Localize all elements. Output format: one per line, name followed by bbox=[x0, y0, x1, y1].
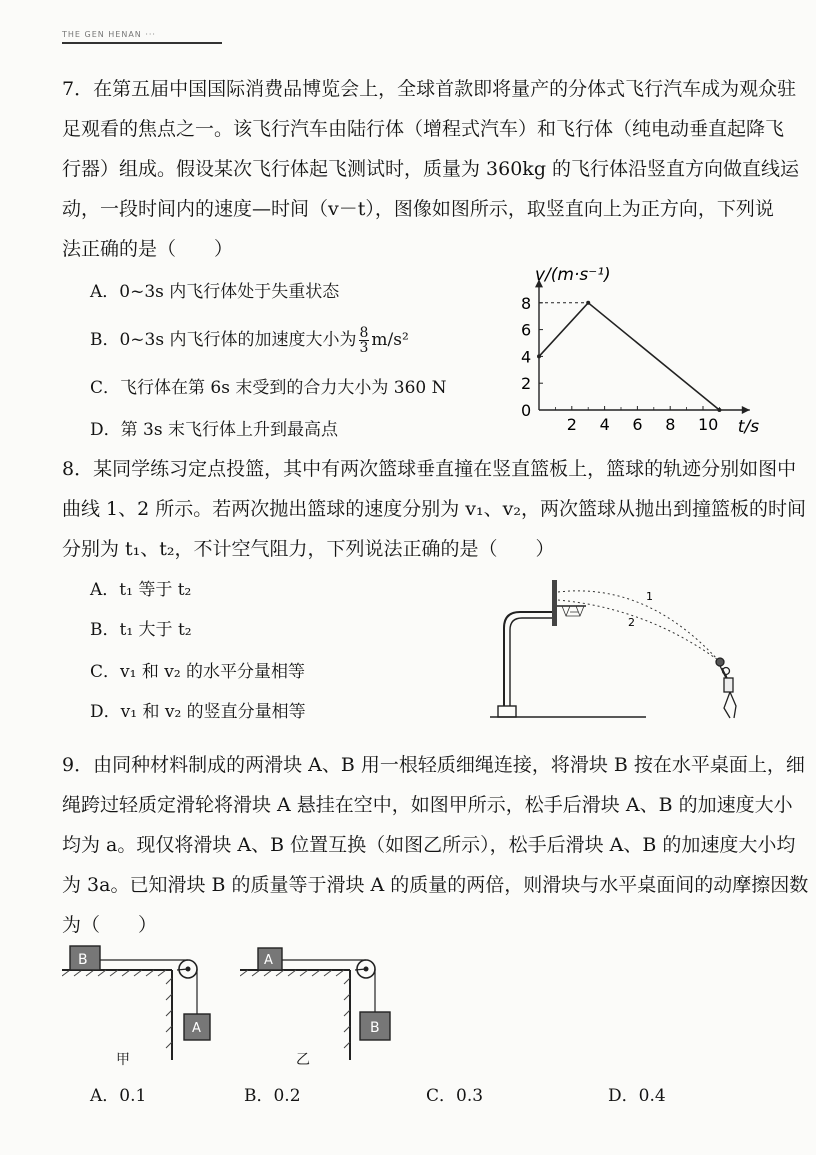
q7-line-5: 法正确的是（ ） bbox=[62, 238, 234, 260]
y-tick-label: 0 bbox=[521, 401, 532, 420]
x-tick-label: 8 bbox=[665, 415, 676, 434]
x-axis-arrow bbox=[742, 406, 750, 414]
q7-option-b[interactable] bbox=[90, 326, 409, 355]
y-tick-label: 6 bbox=[521, 320, 532, 340]
x-tick-label: 4 bbox=[599, 415, 610, 434]
q8-line-2: 曲线 1、2 所示。若两次抛出篮球的速度分别为 v₁、v₂，两次篮球从抛出到撞篮板的时间 bbox=[62, 498, 806, 520]
block-b-label: B bbox=[78, 952, 88, 968]
y-axis-label: v/(m·s⁻¹) bbox=[535, 265, 611, 285]
trajectory-1 bbox=[558, 591, 718, 660]
pulley-figure-jia bbox=[62, 942, 222, 1066]
velocity-point bbox=[586, 301, 590, 305]
q8-line-3: 分别为 t₁、t₂，不计空气阻力，下列说法正确的是（ ） bbox=[62, 538, 555, 560]
q9-option-d[interactable]: D．0.4 bbox=[608, 1086, 666, 1106]
curve-1-label: 1 bbox=[646, 590, 653, 603]
q8-line-1: 8．某同学练习定点投篮，其中有两次篮球垂直撞在竖直篮板上，篮球的轨迹分别如图中 bbox=[62, 458, 797, 480]
pulley-figure-yi bbox=[240, 942, 400, 1066]
table-hatching bbox=[240, 970, 350, 1048]
block-b-label: B bbox=[370, 1020, 380, 1036]
q8-option-b[interactable]: B．t₁ 大于 t₂ bbox=[90, 620, 192, 640]
velocity-line bbox=[539, 303, 719, 410]
page-header: THE GEN HENAN ··· bbox=[62, 30, 156, 39]
q7-option-d[interactable]: D．第 3s 末飞行体上升到最高点 bbox=[90, 420, 338, 440]
hoop-pole bbox=[504, 612, 552, 706]
q9-line-3: 均为 a。现仅将滑块 A、B 位置互换（如图乙所示），松手后滑块 A、B 的加速度大小均 bbox=[62, 834, 796, 856]
q9-line-5: 为（ ） bbox=[62, 914, 158, 936]
block-a-label: A bbox=[264, 953, 273, 968]
q7-line-3: 行器）组成。假设某次飞行体起飞测试时，质量为 360kg 的飞行体沿竖直方向做直线运 bbox=[62, 158, 800, 180]
q7-option-b-unit: m/s² bbox=[371, 330, 409, 350]
q7-line-1: 7．在第五届中国国际消费品博览会上，全球首款即将量产的分体式飞行汽车成为观众驻 bbox=[62, 78, 797, 100]
player-figure bbox=[716, 658, 736, 718]
basketball-figure bbox=[486, 568, 786, 724]
q7-option-c[interactable]: C．飞行体在第 6s 末受到的合力大小为 360 N bbox=[90, 378, 447, 398]
q9-option-a[interactable]: A．0.1 bbox=[90, 1086, 147, 1106]
x-tick-label: 6 bbox=[632, 415, 643, 434]
fraction-denominator: 3 bbox=[359, 340, 369, 356]
q7-option-b-fraction bbox=[359, 326, 370, 355]
velocity-point bbox=[537, 354, 541, 358]
q8-option-c[interactable]: C．v₁ 和 v₂ 的水平分量相等 bbox=[90, 662, 306, 682]
trajectory-2 bbox=[558, 600, 718, 660]
block-a-label: A bbox=[192, 1021, 201, 1036]
x-tick-label: 10 bbox=[698, 415, 719, 434]
q9-option-c[interactable]: C．0.3 bbox=[426, 1086, 484, 1106]
q7-option-b-text: B．0~3s 内飞行体的加速度大小为 bbox=[90, 330, 357, 350]
y-tick-label: 8 bbox=[521, 293, 532, 313]
hoop-pole-inner bbox=[510, 618, 552, 706]
hoop-net bbox=[562, 606, 584, 616]
q7-line-2: 足观看的焦点之一。该飞行汽车由陆行体（增程式汽车）和飞行体（纯电动垂直起降飞 bbox=[62, 118, 785, 140]
table-hatching bbox=[62, 970, 172, 1048]
backboard bbox=[552, 580, 557, 626]
q7-line-4: 动，一段时间内的速度—时间（v－t），图像如图所示，取竖直向上为正方向，下列说 bbox=[62, 198, 774, 220]
figure-caption-jia: 甲 bbox=[116, 1052, 130, 1068]
q9-line-1: 9．由同种材料制成的两滑块 A、B 用一根轻质细绳连接，将滑块 B 按在水平桌面上，细 bbox=[62, 754, 805, 776]
hoop-base bbox=[498, 706, 516, 717]
q9-line-4: 为 3a。已知滑块 B 的质量等于滑块 A 的质量的两倍，则滑块与水平桌面间的动摩擦因数 bbox=[62, 874, 809, 896]
x-tick-label: 2 bbox=[566, 415, 577, 434]
x-axis-label: t/s bbox=[737, 417, 760, 437]
y-tick-label: 4 bbox=[521, 347, 532, 367]
figure-caption-yi: 乙 bbox=[296, 1052, 310, 1068]
fraction-numerator: 8 bbox=[359, 325, 369, 341]
q8-option-d[interactable]: D．v₁ 和 v₂ 的竖直分量相等 bbox=[90, 702, 306, 722]
q8-option-a[interactable]: A．t₁ 等于 t₂ bbox=[90, 580, 192, 600]
velocity-point bbox=[717, 408, 721, 412]
q9-option-b[interactable]: B．0.2 bbox=[244, 1086, 301, 1106]
header-rule bbox=[62, 42, 222, 44]
curve-2-label: 2 bbox=[628, 616, 635, 629]
q7-option-a[interactable]: A．0~3s 内飞行体处于失重状态 bbox=[90, 282, 340, 302]
y-tick-label: 2 bbox=[521, 374, 532, 394]
vt-graph bbox=[505, 258, 765, 438]
q9-line-2: 绳跨过轻质定滑轮将滑块 A 悬挂在空中，如图甲所示，松手后滑块 A、B 的加速度大小 bbox=[62, 794, 793, 816]
